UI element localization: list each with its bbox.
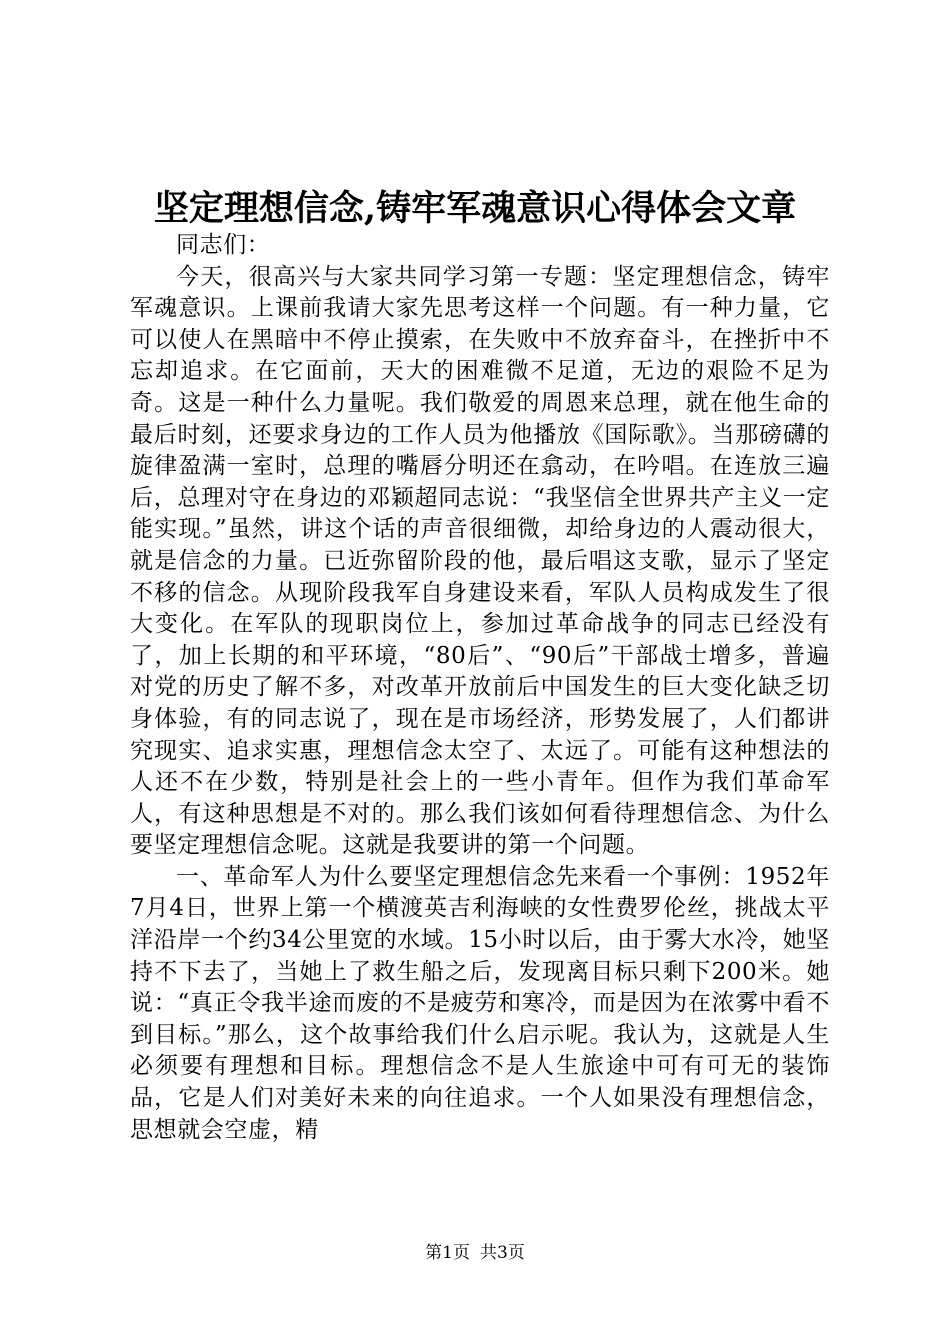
salutation-paragraph: 同志们： bbox=[176, 232, 271, 258]
body-paragraph: 今天，很高兴与大家共同学习第一专题：坚定理想信念，铸牢军魂意识。上课前我请大家先思考这样一个问题。有一种力量，它可以使人在黑暗中不停止摸索，在失败中不放弃奋斗，在挫折中不忘却追求。在它面前，天大的困难微不足道，无边的艰险不足为奇。这是一种什么力量呢。我们敬爱的周恩来总理，就在他生命的最后时刻，还要求身边的工作人员为他播放《国际歌》。当那磅礴的旋律盈满一室时，总理的嘴唇分明还在翕动，在吟唱。在连放三遍后，总理对守在身边的邓颖超同志说：“我坚信全世界共产主义一定能实现。”虽然，讲这个话的声音很细微，却给身边的人震动很大，就是信念的力量。已近弥留阶段的他，最后唱这支歌，显示了坚定不移的信念。从现阶段我军自身建设来看，军队人员构成发生了很大变化。在军队的现职岗位上，参加过革命战争的同志已经没有了，加上长期的和平环境，“80后”、“90后”干部战士增多，普遍对党的历史了解不多，对改革开放前后中国发生的巨大变化缺乏切身体验，有的同志说了，现在是市场经济，形势发展了，人们都讲究现实、追求实惠，理想信念太空了、太远了。可能有这种想法的人还不在少数，特别是社会上的一些小青年。但作为我们革命军人，有这种思想是不对的。那么我们该如何看待理想信念、为什么要坚定理想信念呢。这就是我要讲的第一个问题。 bbox=[130, 263, 830, 859]
page-footer bbox=[0, 1241, 950, 1265]
page-total: 共3页 bbox=[480, 1243, 525, 1263]
document-body bbox=[130, 230, 830, 1146]
body-paragraph: 一、革命军人为什么要坚定理想信念先来看一个事例：1952年7月4日，世界上第一个横渡英吉利海峡的女性费罗伦丝，挑战太平洋沿岸一个约34公里宽的水域。15小时以后，由于雾大水冷，她坚持不下去了，当她上了救生船之后，发现离目标只剩下200米。她说：“真正令我半途而废的不是疲劳和寒冷，而是因为在浓雾中看不到目标。”那么，这个故事给我们什么启示呢。我认为，这就是人生必须要有理想和目标。理想信念不是人生旅途中可有可无的装饰品，它是人们对美好未来的向往追求。一个人如果没有理想信念，思想就会空虚，精 bbox=[130, 863, 830, 1143]
document-title: 坚定理想信念,铸牢军魂意识心得体会文章 bbox=[153, 188, 797, 229]
page-number: 第1页 bbox=[425, 1243, 470, 1263]
